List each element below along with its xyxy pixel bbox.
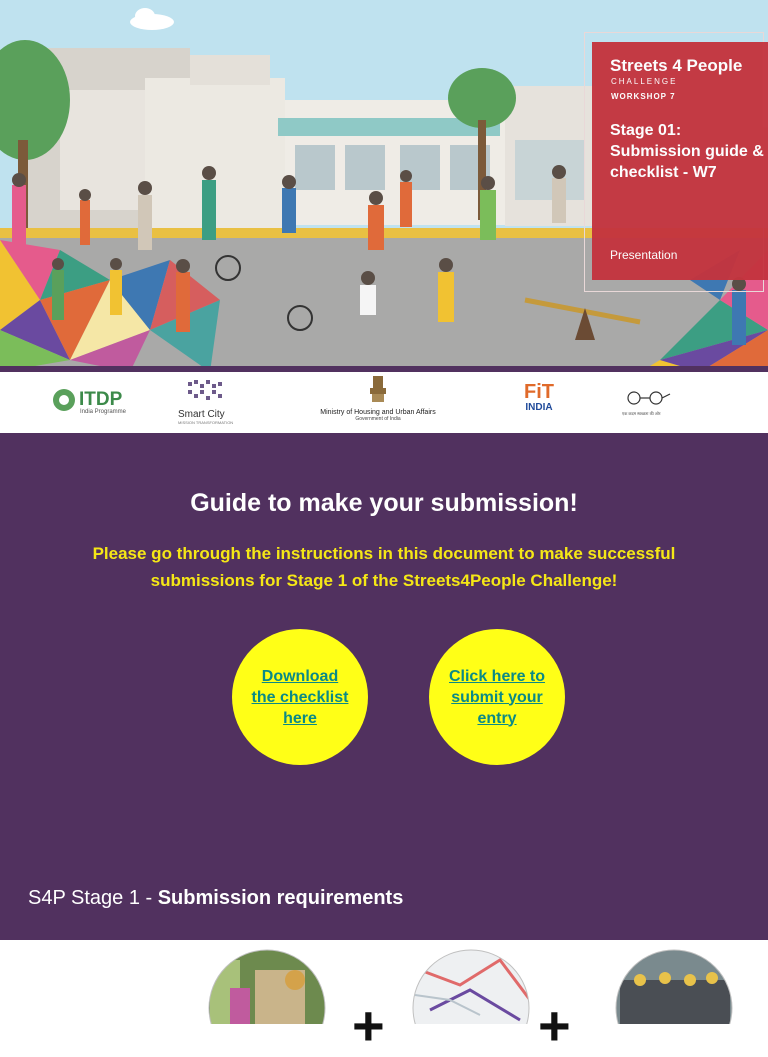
title-badge: [592, 42, 768, 280]
plus-sign-2: +: [538, 994, 571, 1057]
badge-workshop: WORKSHOP 7: [611, 92, 676, 101]
fit-india-text: INDIA: [525, 402, 553, 413]
plus-sign-1: +: [352, 994, 385, 1057]
ministry-subtext: Government of India: [355, 416, 401, 422]
guide-section: [0, 433, 768, 940]
submit-entry-link[interactable]: Click here to submit your entry: [448, 667, 546, 727]
ministry-logo: [308, 374, 448, 422]
glasses-icon: [622, 390, 672, 406]
swachh-bharat-logo: [622, 390, 702, 417]
fit-india-logo: [518, 382, 560, 414]
itdp-text: ITDP: [79, 389, 123, 410]
smart-city-text: Smart City: [178, 409, 225, 420]
itdp-logo: [52, 388, 127, 417]
fit-text: FiT: [524, 381, 554, 403]
badge-stage-title: Stage 01: Submission guide & checklist - W7: [610, 122, 764, 181]
guide-heading: Guide to make your submission!: [190, 489, 578, 517]
requirements-heading: [28, 887, 403, 910]
requirements-prefix: S4P Stage 1 -: [28, 887, 158, 909]
partner-logos-strip: [0, 372, 768, 433]
badge-type: Presentation: [610, 248, 678, 262]
map-image: [410, 940, 540, 1024]
group-photo-image: [610, 940, 740, 1024]
download-checklist-link[interactable]: Download the checklist here: [251, 667, 349, 727]
ministry-text: Ministry of Housing and Urban Affairs: [320, 409, 436, 416]
badge-challenge: CHALLENGE: [611, 77, 678, 86]
itdp-subtext: India Programme: [80, 409, 127, 415]
guide-instructions: Please go through the instructions in this document to make successful submissions for Stage 1 of the Streets4People Challenge!: [92, 544, 676, 590]
badge-title: Streets 4 People: [610, 56, 743, 75]
download-checklist-button[interactable]: [232, 629, 368, 765]
smart-city-subtext: MISSION TRANSFORMATION: [178, 420, 234, 425]
submit-entry-button[interactable]: [429, 629, 565, 765]
requirements-title: Submission requirements: [157, 887, 404, 909]
swachh-text: एक कदम स्वच्छता की ओर: [622, 411, 661, 416]
smart-city-grid-icon: [186, 378, 226, 406]
smart-city-logo: [178, 378, 238, 425]
emblem-icon: [367, 374, 389, 404]
requirements-row: [0, 940, 768, 1057]
itdp-leaf-icon: [52, 388, 76, 412]
